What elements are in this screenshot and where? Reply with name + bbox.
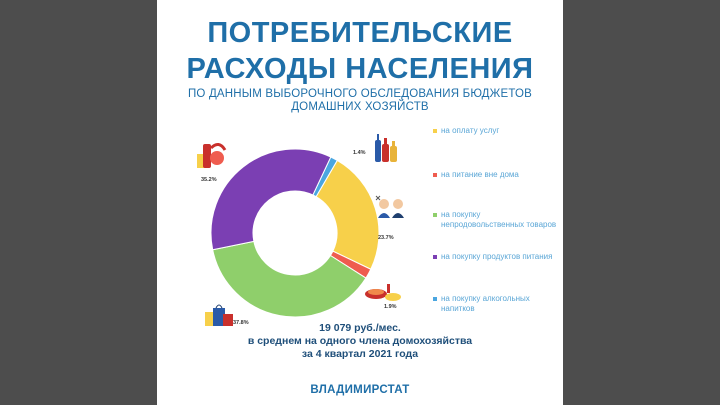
legend-swatch	[433, 129, 437, 133]
legend-swatch	[433, 173, 437, 177]
left-margin	[0, 0, 157, 405]
groceries-icon	[197, 144, 225, 168]
legend-label: на оплату услуг	[441, 126, 500, 135]
bottles-icon	[375, 134, 397, 162]
summary-per-member: в среднем на одного члена домохозяйства	[247, 335, 473, 347]
summary-amount: 19 079 руб./мес.	[319, 322, 401, 334]
pct-label-eating-out: 1.9%	[384, 304, 397, 310]
footer-brand: ВЛАДИМИРСТАТ	[310, 384, 410, 396]
legend-label: на покупку непродовольственных товаров	[441, 210, 557, 229]
meal-icon	[365, 284, 401, 301]
legend-label: на покупку алкогольных напитков	[441, 294, 530, 313]
legend-swatch	[433, 297, 437, 301]
infographic-card	[157, 0, 563, 405]
legend-swatch	[433, 255, 437, 259]
subtitle-line-2: ДОМАШНИХ ХОЗЯЙСТВ	[291, 101, 429, 113]
pct-label-food: 35.2%	[201, 177, 217, 183]
title-line-1: ПОТРЕБИТЕЛЬСКИЕ	[207, 17, 513, 49]
professionals-icon	[376, 196, 404, 218]
pct-label-nonfood: 37.8%	[233, 320, 249, 326]
pct-label-alcohol: 1.4%	[353, 150, 366, 156]
legend-label: на питание вне дома	[441, 170, 519, 179]
legend-swatch	[433, 213, 437, 217]
pct-label-services: 23.7%	[378, 235, 394, 241]
legend-label: на покупку продуктов питания	[441, 252, 553, 261]
title-line-2: РАСХОДЫ НАСЕЛЕНИЯ	[186, 53, 534, 85]
summary-period: за 4 квартал 2021 года	[301, 348, 419, 360]
subtitle-line-1: ПО ДАННЫМ ВЫБОРОЧНОГО ОБСЛЕДОВАНИЯ БЮДЖЕТОВ	[187, 88, 533, 100]
donut-slice-4	[211, 149, 331, 250]
right-margin	[563, 0, 720, 405]
